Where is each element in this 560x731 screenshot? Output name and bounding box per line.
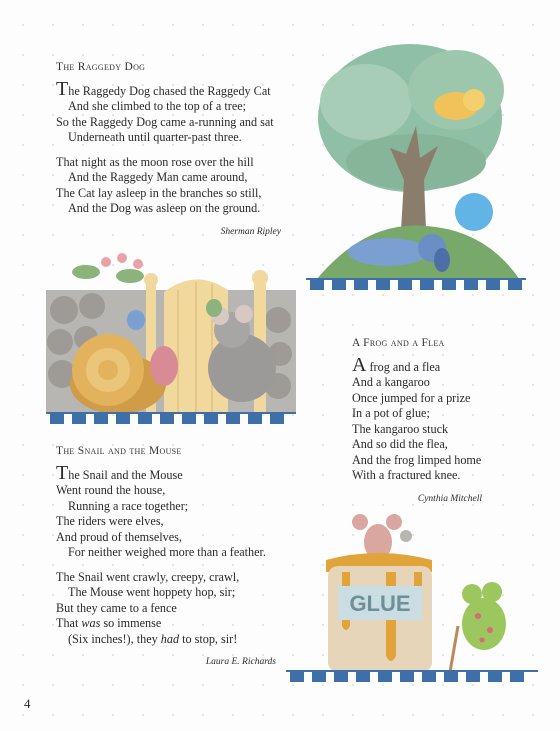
snail-mouse-fence-illustration — [46, 250, 296, 426]
poem-line: For neither weighed more than a feather. — [68, 545, 266, 559]
line-text: frog and a flea — [366, 359, 441, 374]
line-text: (Six inches!), they — [68, 631, 161, 646]
poem-line: But they came to a fence — [56, 600, 177, 615]
poem-line — [56, 616, 276, 632]
poem-line: In a pot of glue; — [352, 406, 430, 420]
poem-line: The Snail went crawly, creepy, crawl, — [56, 569, 240, 584]
drop-cap: A — [352, 353, 367, 376]
drop-cap: T — [56, 461, 69, 484]
poem-line: The Mouse went hoppety hop, sir; — [68, 585, 236, 599]
poem-raggedy-dog — [56, 60, 281, 240]
poem-line — [352, 353, 482, 376]
poem-line: And the Raggedy Man came around, — [68, 170, 248, 184]
poem-author: Sherman Ripley — [220, 226, 281, 237]
poem-line: And the Dog was asleep on the ground. — [68, 201, 261, 215]
line-text: he Raggedy Dog chased the Raggedy Cat — [68, 83, 271, 98]
poem-title: The Raggedy Dog — [56, 61, 146, 73]
poem-line: Went round the house, — [56, 483, 166, 497]
poem-snail-and-mouse — [56, 444, 276, 671]
line-text: so immense — [100, 616, 162, 630]
poem-line — [56, 461, 276, 484]
tree-dog-cat-illustration — [306, 30, 526, 292]
poem-title: A Frog and a Flea — [352, 337, 445, 349]
poem-title: The Snail and the Mouse — [56, 445, 182, 457]
poem-line: The riders were elves, — [56, 514, 164, 528]
line-text: to stop, sir! — [179, 631, 238, 646]
poem-line: So the Raggedy Dog came a-running and sat — [56, 114, 274, 129]
poem-line: The kangaroo stuck — [352, 421, 449, 436]
emphasis: had — [160, 631, 180, 646]
drop-cap: T — [56, 77, 69, 100]
poem-line: And the frog limped home — [352, 452, 482, 467]
poem-line: That night as the moon rose over the hill — [56, 154, 254, 169]
poem-line — [56, 77, 281, 100]
page-number: 4 — [24, 696, 31, 711]
poem-line: And she climbed to the top of a tree; — [68, 99, 247, 113]
line-text: That — [56, 616, 82, 630]
poem-line: Underneath until quarter-past three. — [68, 130, 242, 144]
poem-author: Laura E. Richards — [205, 657, 276, 667]
glue-jar-frog-illustration — [286, 506, 538, 686]
poem-line: With a fractured knee. — [352, 468, 461, 482]
poem-line — [56, 632, 276, 648]
poem-line: And a kangaroo — [352, 375, 430, 389]
poem-line: Running a race together; — [68, 498, 189, 513]
jar-label: GLUE — [349, 591, 411, 616]
emphasis: was — [81, 616, 101, 630]
poem-line: The Cat lay asleep in the branches so still, — [56, 185, 262, 200]
poem-line: And proud of themselves, — [56, 529, 182, 544]
poem-line: Once jumped for a prize — [352, 390, 471, 405]
poem-line: And so did the flea, — [352, 437, 448, 451]
poem-frog-and-flea — [352, 336, 482, 507]
line-text: he Snail and the Mouse — [68, 467, 183, 482]
poem-author: Cynthia Mitchell — [417, 493, 482, 504]
